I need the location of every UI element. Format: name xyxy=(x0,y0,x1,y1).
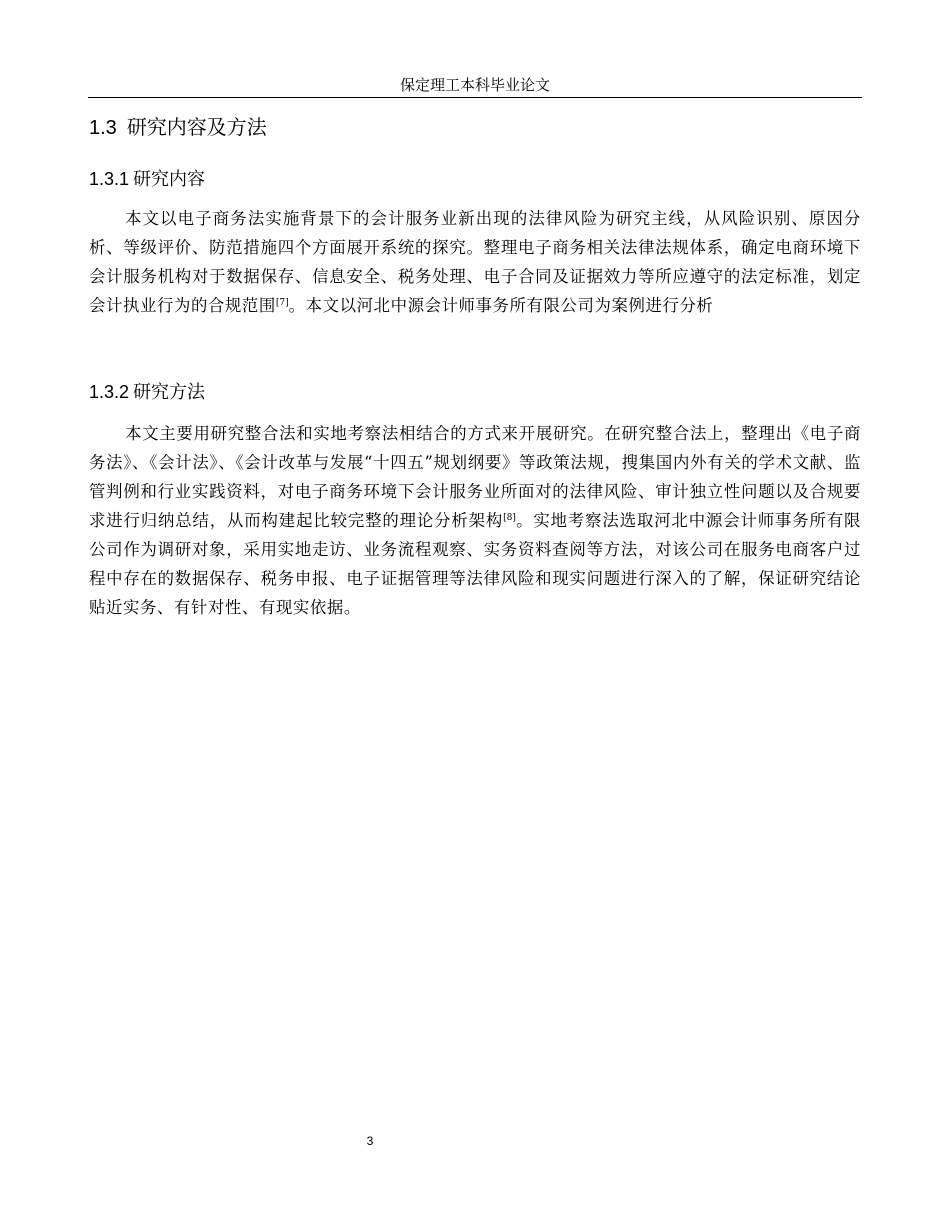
section-number: 1.3 xyxy=(89,117,117,139)
subsection-title: 研究方法 xyxy=(133,382,206,402)
subsection-heading-content xyxy=(89,167,205,191)
page-number: 3 xyxy=(366,1134,374,1148)
running-header: 保定理工本科毕业论文 xyxy=(399,76,550,94)
citation-ref[interactable]: [7] xyxy=(275,298,289,308)
section-heading xyxy=(89,115,267,141)
paragraph-text: 本文以电子商务法实施背景下的会计服务业新出现的法律风险为研究主线，从风险识别、原因分析、等级评价、防范措施四个方面展开系统的探究。整理电子商务相关法律法规体系，确定电商环境下会计服务机构对于数据保存、信息安全、税务处理、电子合同及证据效力等所应遵守的法定标准，划定会计执业行为的合规范围 xyxy=(89,209,861,315)
subsection-number: 1.3.1 xyxy=(89,169,130,189)
paragraph-text: 。实地考察法选取河北中源会计师事务所有限公司作为调研对象，采用实地走访、业务流程观察、实务资料查阅等方法，对该公司在服务电商客户过程中存在的数据保存、税务申报、电子证据管理等法律风险和现实问题进行深入的了解，保证研究结论贴近实务、有针对性、有现实依据。 xyxy=(89,511,862,617)
section-title: 研究内容及方法 xyxy=(126,117,267,139)
header-divider xyxy=(88,97,862,98)
subsection-title: 研究内容 xyxy=(133,169,206,189)
paragraph-text: 。本文以河北中源会计师事务所有限公司为案例进行分析 xyxy=(288,296,714,315)
subsection-heading-methods xyxy=(89,380,205,404)
paragraph-research-methods xyxy=(89,419,861,622)
paragraph-research-content xyxy=(89,204,861,320)
paragraph-text: 本文主要用研究整合法和实地考察法相结合的方式来开展研究。在研究整合法上，整理出《电子商务法》、《会计法》、《会计改革与发展“十四五”规划纲要》等政策法规，搜集国内外有关的学术文献、监管判例和行业实践资料，对电子商务环境下会计服务业所面对的法律风险、审计独立性问题以及合规要求进行归纳总结，从而构建起比较完整的理论分析架构 xyxy=(89,424,861,530)
citation-ref[interactable]: [8] xyxy=(503,513,516,523)
subsection-number: 1.3.2 xyxy=(89,382,130,402)
